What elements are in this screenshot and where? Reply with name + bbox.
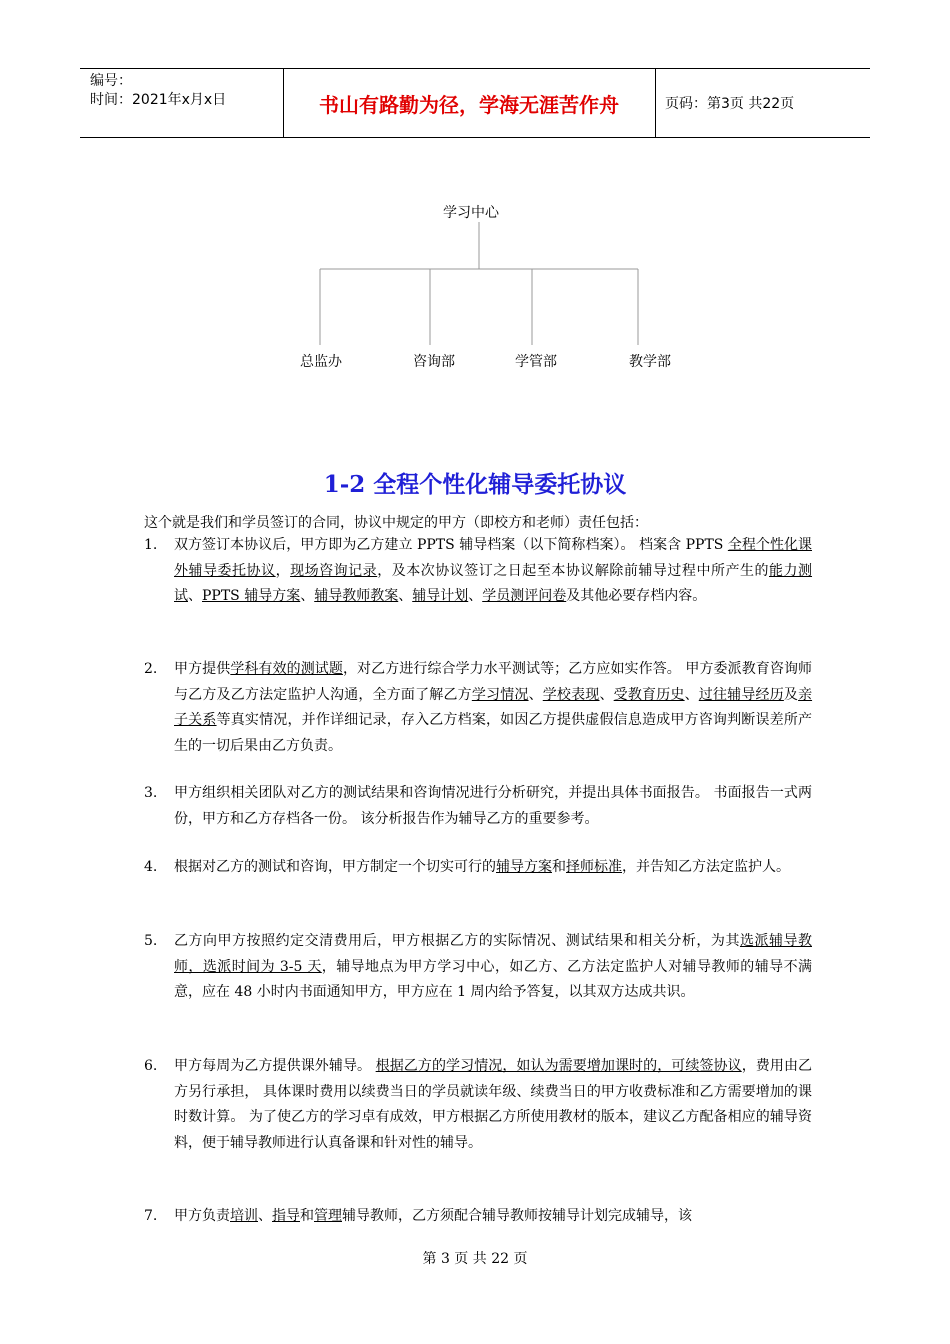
clause-text-run: 、 — [599, 686, 614, 703]
clause-text-run: 和 — [300, 1208, 314, 1224]
underlined-term: 培训 — [230, 1208, 258, 1224]
underlined-term: 亲子关系 — [174, 686, 813, 728]
org-chart — [0, 0, 950, 400]
clause-item — [144, 1054, 812, 1156]
clause-item — [144, 929, 812, 1006]
clause-number: 2. — [144, 661, 158, 677]
org-node: 总监办 — [300, 354, 342, 370]
clause-number: 6. — [144, 1058, 158, 1074]
clause-text-run: ，并告知乙方法定监护人。 — [622, 859, 790, 875]
underlined-term: 现场咨询记录 — [290, 562, 378, 579]
org-node: 教学部 — [629, 354, 671, 370]
clause-text — [174, 533, 812, 610]
org-root: 学习中心 — [443, 205, 499, 221]
clause-text-run: ，费用由乙方另行承担， 具体课时费用以续费当日的学员就读年级、续费当日的甲方收费标准和乙方需要增加的课时数计算。 为了使乙方的学习卓有成效，甲方根据乙方所使用教材的版本，建议乙方配备相应的辅导资料，便于辅导教师进行认真备课和针对性的辅导。 — [174, 1058, 813, 1151]
clause-text — [174, 1054, 812, 1156]
clause-number: 7. — [144, 1208, 158, 1224]
clause-number: 4. — [144, 859, 158, 875]
org-node: 学管部 — [515, 354, 557, 370]
clause-text-run: 及其他必要存档内容。 — [566, 588, 707, 604]
underlined-term: 选派辅导教师，选派时间为 3-5 天 — [174, 933, 812, 975]
clause-text-run: 乙方向甲方按照约定交清费用后，甲方根据乙方的实际情况、测试结果和相关分析，为其 — [174, 933, 740, 949]
clause-text — [174, 657, 812, 759]
clause-text-run: 、 — [300, 588, 315, 604]
clause-item — [144, 855, 812, 881]
clause-text-run: 和 — [552, 859, 566, 875]
underlined-term: 受教育历史 — [613, 686, 685, 703]
clause-text-run: 、 — [684, 686, 699, 703]
underlined-term: 管理 — [314, 1208, 342, 1224]
clause-item — [144, 657, 812, 759]
clause-text-run: 甲方每周为乙方提供课外辅导。 — [174, 1058, 376, 1074]
clause-number: 1. — [144, 537, 158, 553]
clause-text-run: 、 — [398, 588, 413, 604]
clause-text — [174, 1204, 812, 1230]
page-footer: 第 3 页 共 22 页 — [422, 1251, 528, 1267]
clause-text-run: 甲方负责 — [174, 1208, 230, 1224]
underlined-term: 学校表现 — [542, 686, 600, 703]
clause-number: 3. — [144, 785, 158, 801]
underlined-term: 学员测评问卷 — [482, 588, 567, 604]
clause-text — [174, 855, 812, 881]
clause-text-run: 及 — [783, 686, 799, 703]
clause-text-run: 双方签订本协议后，甲方即为乙方建立 PPTS 辅导档案（以下简称档案）。 档案含 PPTS — [174, 537, 728, 553]
underlined-term: 辅导计划 — [412, 588, 469, 604]
underlined-term: 根据乙方的学习情况，如认为需要增加课时的，可续签协议 — [375, 1058, 742, 1074]
clause-text — [174, 781, 812, 832]
org-chart-lines — [0, 0, 950, 400]
clause-text-run: 辅导教师，乙方须配合辅导教师按辅导计划完成辅导，该 — [342, 1208, 692, 1224]
clause-text-run: 甲方组织相关团队对乙方的测试结果和咨询情况进行分析研究，并提出具体书面报告。 书面报告一式两份，甲方和乙方存档各一份。 该分析报告作为辅导乙方的重要参考。 — [174, 785, 812, 827]
header-motto: 书山有路勤为径，学海无涯苦作舟 — [319, 92, 619, 117]
clause-text-run: ，对乙方进行综合学力水平测试等；乙方应如实作答。 甲方委派教育咨询师与乙方及乙方法定监护人沟通，全方面了解乙方 — [174, 661, 813, 703]
underlined-term: 指导 — [272, 1208, 300, 1224]
time-label: 时间：2021年x月x日 — [90, 92, 227, 108]
clause-text — [174, 929, 812, 1006]
clause-text-run: 根据对乙方的测试和咨询，甲方制定一个切实可行的 — [174, 859, 496, 875]
underlined-term: 学习情况 — [471, 686, 529, 703]
clause-number: 5. — [144, 933, 158, 949]
underlined-term: 全程个性化课外辅导委托协议 — [174, 537, 812, 579]
header-page-info: 页码：第3页 共22页 — [665, 96, 795, 112]
underlined-term: 辅导方案 — [496, 859, 552, 875]
underlined-term: 过往辅导经历 — [698, 686, 784, 703]
clause-text-run: 甲方提供 — [174, 661, 231, 677]
clause-item — [144, 781, 812, 832]
clause-text-run: ，及本次协议签订之日起至本协议解除前辅导过程中所产生的 — [377, 562, 769, 579]
underlined-term: 辅导教师教案 — [314, 588, 399, 604]
clause-text-run: 、 — [468, 588, 483, 604]
clause-text-run: ，辅导地点为甲方学习中心，如乙方、乙方法定监护人对辅导教师的辅导不满意，应在 48 小时内书面通知甲方，甲方应在 1 周内给予答复，以其双方达成共识。 — [174, 958, 812, 1000]
clause-item — [144, 533, 812, 610]
code-label: 编号： — [90, 73, 132, 89]
underlined-term: PPTS 辅导方案 — [202, 588, 301, 604]
clause-text-run: 、 — [528, 686, 543, 703]
clause-text-run: 、 — [258, 1208, 272, 1224]
underlined-term: 学科有效的测试题 — [230, 661, 343, 677]
clause-text-run: ， — [275, 562, 291, 579]
underlined-term: 择师标准 — [566, 859, 622, 875]
clause-text-run: 、 — [188, 588, 202, 604]
underlined-term: 能力测试 — [174, 562, 813, 604]
section-title: 1-2 全程个性化辅导委托协议 — [323, 471, 627, 498]
clause-item — [144, 1204, 812, 1230]
intro-paragraph: 这个就是我们和学员签订的合同，协议中规定的甲方（即校方和老师）责任包括： — [144, 515, 648, 531]
clause-text-run: 等真实情况，并作详细记录，存入乙方档案，如因乙方提供虚假信息造成甲方咨询判断误差所产生的一切后果由乙方负责。 — [174, 712, 812, 754]
org-node: 咨询部 — [413, 354, 455, 370]
